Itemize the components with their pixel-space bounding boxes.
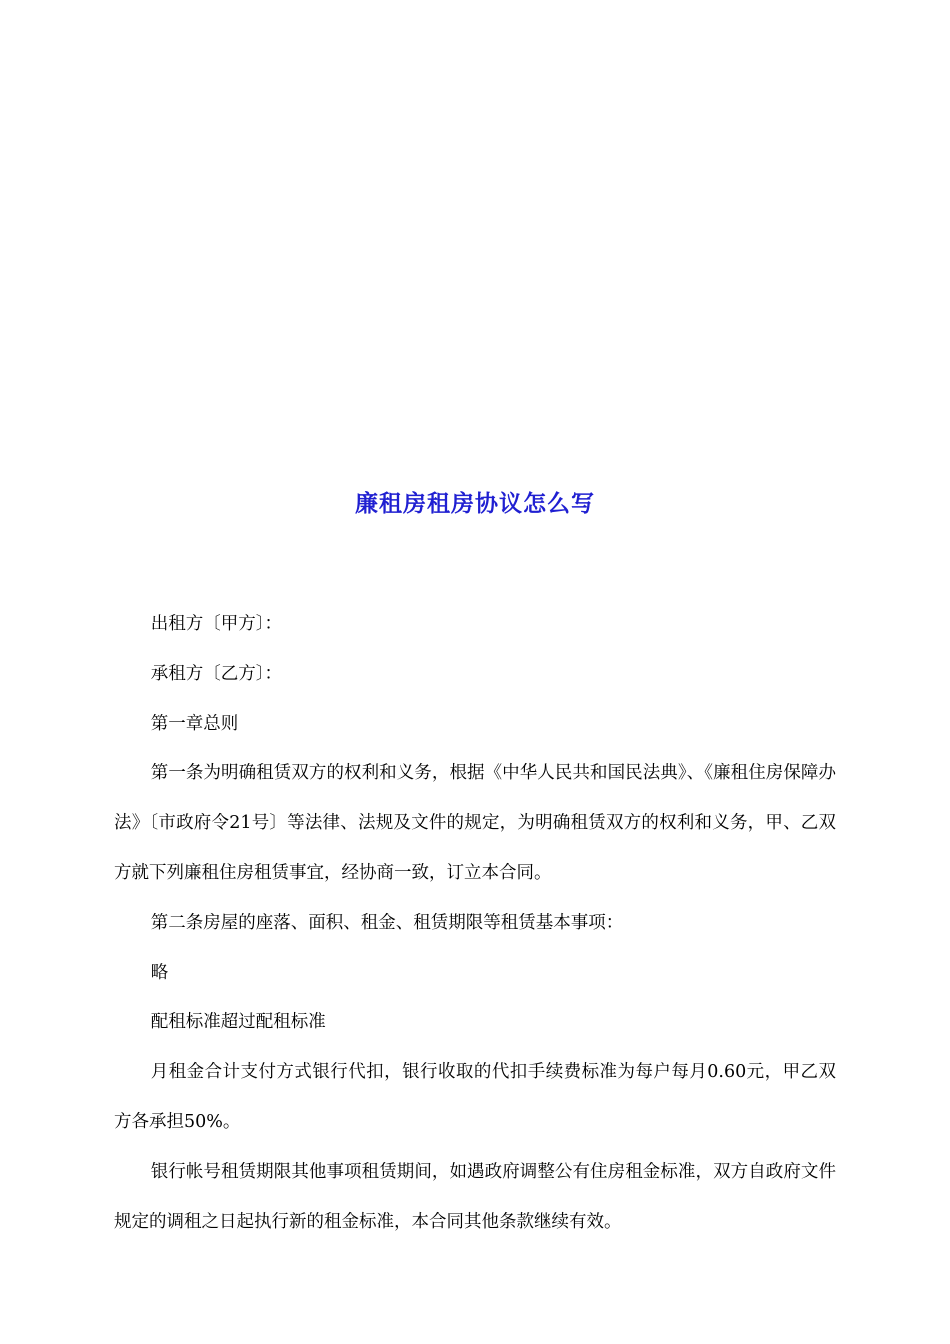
document-body [114, 600, 836, 1247]
allocation-standard-line: 配租标准超过配租标准 [150, 1012, 326, 1033]
omitted-line: 略 [150, 962, 169, 983]
monthly-rent-paragraph: 月租金合计支付方式银行代扣，银行收取的代扣手续费标准为每户每月0.60元，甲乙双方各承担50%。 [114, 1062, 836, 1132]
lessor-line: 出租方〔甲方〕： [150, 614, 282, 634]
article-two: 第二条房屋的座落、面积、租金、租赁期限等租赁基本事项： [150, 912, 624, 933]
article-one: 第一条为明确租赁双方的权利和义务，根据《中华人民共和国民法典》、《廉租住房保障办法》〔市政府令21号〕等法律、法规及文件的规定，为明确租赁双方的权利和义务，甲、乙双方就下列廉租住房租赁事宜，经协商一致，订立本合同。 [114, 763, 836, 883]
document-title: 廉租房租房协议怎么写 [355, 490, 595, 517]
chapter-heading: 第一章总则 [150, 713, 239, 734]
bank-account-paragraph: 银行帐号租赁期限其他事项租赁期间，如遇政府调整公有住房租金标准，双方自政府文件规定的调租之日起执行新的租金标准，本合同其他条款继续有效。 [114, 1161, 836, 1232]
lessee-line: 承租方〔乙方〕： [150, 663, 282, 684]
